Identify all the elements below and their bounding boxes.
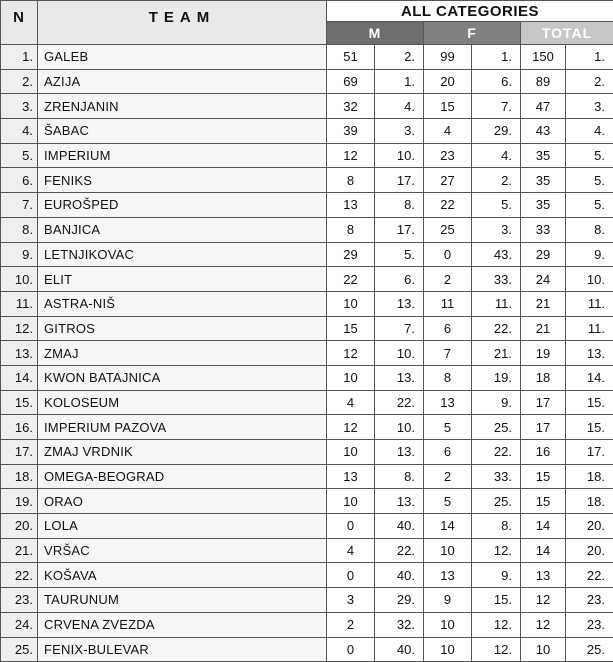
f-points: 13 [424,390,472,415]
row-number: 25. [1,637,38,662]
row-number: 8. [1,217,38,242]
team-name: FENIKS [38,168,327,193]
row-number: 24. [1,612,38,637]
table-row [1,440,613,465]
total-rank: 22. [566,563,613,588]
row-number: 15. [1,390,38,415]
table-row [1,464,613,489]
team-name: OMEGA-BEOGRAD [38,464,327,489]
row-number: 5. [1,143,38,168]
m-rank: 6. [375,267,424,292]
f-points: 99 [424,45,472,70]
f-points: 27 [424,168,472,193]
m-points: 29 [327,242,375,267]
m-rank: 3. [375,119,424,144]
f-points: 25 [424,217,472,242]
m-points: 12 [327,341,375,366]
table-row [1,291,613,316]
header-n: N [1,1,38,45]
total-points: 16 [521,440,566,465]
f-rank: 25. [472,489,521,514]
total-rank: 1. [566,45,613,70]
total-rank: 5. [566,168,613,193]
total-rank: 25. [566,637,613,662]
team-name: EUROŠPED [38,193,327,218]
f-rank: 9. [472,563,521,588]
m-rank: 5. [375,242,424,267]
m-points: 22 [327,267,375,292]
m-points: 32 [327,94,375,119]
f-rank: 12. [472,637,521,662]
m-points: 10 [327,291,375,316]
total-rank: 8. [566,217,613,242]
row-number: 19. [1,489,38,514]
f-points: 14 [424,514,472,539]
team-name: ASTRA-NIŠ [38,291,327,316]
table-row [1,69,613,94]
header-all-categories: ALL CATEGORIES [327,1,613,22]
total-rank: 23. [566,588,613,613]
total-rank: 5. [566,193,613,218]
m-rank: 13. [375,440,424,465]
m-rank: 32. [375,612,424,637]
f-rank: 5. [472,193,521,218]
m-rank: 7. [375,316,424,341]
team-name: ŠABAC [38,119,327,144]
m-points: 39 [327,119,375,144]
total-rank: 11. [566,291,613,316]
f-rank: 15. [472,588,521,613]
total-rank: 2. [566,69,613,94]
m-rank: 13. [375,365,424,390]
m-points: 0 [327,514,375,539]
f-points: 5 [424,489,472,514]
m-points: 10 [327,489,375,514]
team-name: TAURUNUM [38,588,327,613]
total-points: 150 [521,45,566,70]
m-points: 0 [327,637,375,662]
total-rank: 13. [566,341,613,366]
total-rank: 15. [566,390,613,415]
row-number: 17. [1,440,38,465]
row-number: 16. [1,415,38,440]
header-m: M [327,22,424,45]
team-name: ELIT [38,267,327,292]
f-rank: 25. [472,415,521,440]
header-f: F [424,22,521,45]
total-rank: 10. [566,267,613,292]
total-rank: 20. [566,514,613,539]
f-rank: 12. [472,538,521,563]
m-points: 12 [327,415,375,440]
team-name: LOLA [38,514,327,539]
total-points: 35 [521,193,566,218]
m-points: 3 [327,588,375,613]
total-points: 12 [521,612,566,637]
row-number: 10. [1,267,38,292]
total-rank: 3. [566,94,613,119]
table-row [1,242,613,267]
total-points: 15 [521,489,566,514]
m-points: 15 [327,316,375,341]
table-row [1,538,613,563]
table-row [1,489,613,514]
total-rank: 17. [566,440,613,465]
f-rank: 1. [472,45,521,70]
m-rank: 10. [375,341,424,366]
total-points: 14 [521,514,566,539]
f-points: 23 [424,143,472,168]
m-rank: 10. [375,143,424,168]
row-number: 23. [1,588,38,613]
team-name: ZMAJ [38,341,327,366]
f-points: 22 [424,193,472,218]
f-points: 10 [424,538,472,563]
row-number: 21. [1,538,38,563]
m-points: 4 [327,538,375,563]
m-rank: 29. [375,588,424,613]
team-name: FENIX-BULEVAR [38,637,327,662]
m-points: 8 [327,168,375,193]
table-row [1,94,613,119]
m-rank: 10. [375,415,424,440]
team-name: LETNJIKOVAC [38,242,327,267]
total-rank: 9. [566,242,613,267]
f-rank: 7. [472,94,521,119]
f-points: 20 [424,69,472,94]
f-rank: 12. [472,612,521,637]
m-rank: 17. [375,168,424,193]
total-rank: 18. [566,489,613,514]
m-points: 69 [327,69,375,94]
f-rank: 8. [472,514,521,539]
f-points: 6 [424,440,472,465]
f-rank: 22. [472,440,521,465]
m-rank: 40. [375,514,424,539]
m-points: 10 [327,440,375,465]
f-rank: 33. [472,464,521,489]
f-rank: 33. [472,267,521,292]
m-rank: 22. [375,538,424,563]
table-row [1,168,613,193]
f-points: 10 [424,637,472,662]
total-points: 15 [521,464,566,489]
f-rank: 4. [472,143,521,168]
f-rank: 2. [472,168,521,193]
table-row [1,390,613,415]
table-row [1,316,613,341]
f-points: 7 [424,341,472,366]
f-points: 11 [424,291,472,316]
row-number: 3. [1,94,38,119]
row-number: 20. [1,514,38,539]
team-name: KWON BATAJNICA [38,365,327,390]
m-rank: 22. [375,390,424,415]
total-rank: 23. [566,612,613,637]
total-points: 21 [521,291,566,316]
table-row [1,341,613,366]
total-points: 18 [521,365,566,390]
f-rank: 11. [472,291,521,316]
table-body [1,45,613,662]
m-rank: 2. [375,45,424,70]
m-points: 51 [327,45,375,70]
team-name: IMPERIUM PAZOVA [38,415,327,440]
m-points: 10 [327,365,375,390]
row-number: 1. [1,45,38,70]
row-number: 11. [1,291,38,316]
m-rank: 4. [375,94,424,119]
team-name: IMPERIUM [38,143,327,168]
table-row [1,588,613,613]
row-number: 7. [1,193,38,218]
team-name: ZRENJANIN [38,94,327,119]
total-points: 13 [521,563,566,588]
m-rank: 40. [375,637,424,662]
table-row [1,612,613,637]
f-rank: 19. [472,365,521,390]
f-points: 8 [424,365,472,390]
total-points: 47 [521,94,566,119]
total-points: 24 [521,267,566,292]
table-row [1,119,613,144]
f-points: 2 [424,464,472,489]
table-row [1,415,613,440]
m-rank: 13. [375,489,424,514]
m-points: 12 [327,143,375,168]
team-name: KOŠAVA [38,563,327,588]
table-row [1,217,613,242]
team-name: GALEB [38,45,327,70]
m-rank: 40. [375,563,424,588]
f-points: 6 [424,316,472,341]
m-rank: 13. [375,291,424,316]
team-name: ZMAJ VRDNIK [38,440,327,465]
row-number: 2. [1,69,38,94]
m-points: 13 [327,193,375,218]
f-rank: 9. [472,390,521,415]
f-rank: 29. [472,119,521,144]
row-number: 12. [1,316,38,341]
team-name: VRŠAC [38,538,327,563]
row-number: 18. [1,464,38,489]
table-row [1,193,613,218]
team-name: AZIJA [38,69,327,94]
f-points: 15 [424,94,472,119]
total-points: 89 [521,69,566,94]
row-number: 22. [1,563,38,588]
f-rank: 22. [472,316,521,341]
total-rank: 5. [566,143,613,168]
f-rank: 3. [472,217,521,242]
team-name: ORAO [38,489,327,514]
total-points: 35 [521,168,566,193]
total-points: 33 [521,217,566,242]
total-rank: 14. [566,365,613,390]
f-rank: 43. [472,242,521,267]
m-points: 13 [327,464,375,489]
f-points: 10 [424,612,472,637]
m-points: 2 [327,612,375,637]
row-number: 6. [1,168,38,193]
total-points: 29 [521,242,566,267]
total-points: 19 [521,341,566,366]
header-team: TEAM [38,1,327,45]
table-row [1,514,613,539]
total-points: 43 [521,119,566,144]
m-rank: 8. [375,464,424,489]
total-points: 14 [521,538,566,563]
total-rank: 15. [566,415,613,440]
m-points: 8 [327,217,375,242]
header-total: TOTAL [521,22,613,45]
total-rank: 20. [566,538,613,563]
table-row [1,45,613,70]
total-rank: 18. [566,464,613,489]
table-row [1,365,613,390]
total-rank: 4. [566,119,613,144]
m-rank: 17. [375,217,424,242]
f-rank: 6. [472,69,521,94]
row-number: 9. [1,242,38,267]
f-points: 5 [424,415,472,440]
table-row [1,563,613,588]
total-points: 35 [521,143,566,168]
total-points: 10 [521,637,566,662]
f-points: 0 [424,242,472,267]
team-name: BANJICA [38,217,327,242]
row-number: 13. [1,341,38,366]
team-name: KOLOSEUM [38,390,327,415]
total-points: 12 [521,588,566,613]
table-row [1,143,613,168]
f-points: 13 [424,563,472,588]
m-rank: 8. [375,193,424,218]
team-name: CRVENA ZVEZDA [38,612,327,637]
f-points: 9 [424,588,472,613]
total-points: 21 [521,316,566,341]
team-name: GITROS [38,316,327,341]
m-points: 4 [327,390,375,415]
total-points: 17 [521,390,566,415]
total-rank: 11. [566,316,613,341]
m-rank: 1. [375,69,424,94]
f-rank: 21. [472,341,521,366]
table-row [1,267,613,292]
f-points: 4 [424,119,472,144]
row-number: 4. [1,119,38,144]
m-points: 0 [327,563,375,588]
f-points: 2 [424,267,472,292]
total-points: 17 [521,415,566,440]
row-number: 14. [1,365,38,390]
